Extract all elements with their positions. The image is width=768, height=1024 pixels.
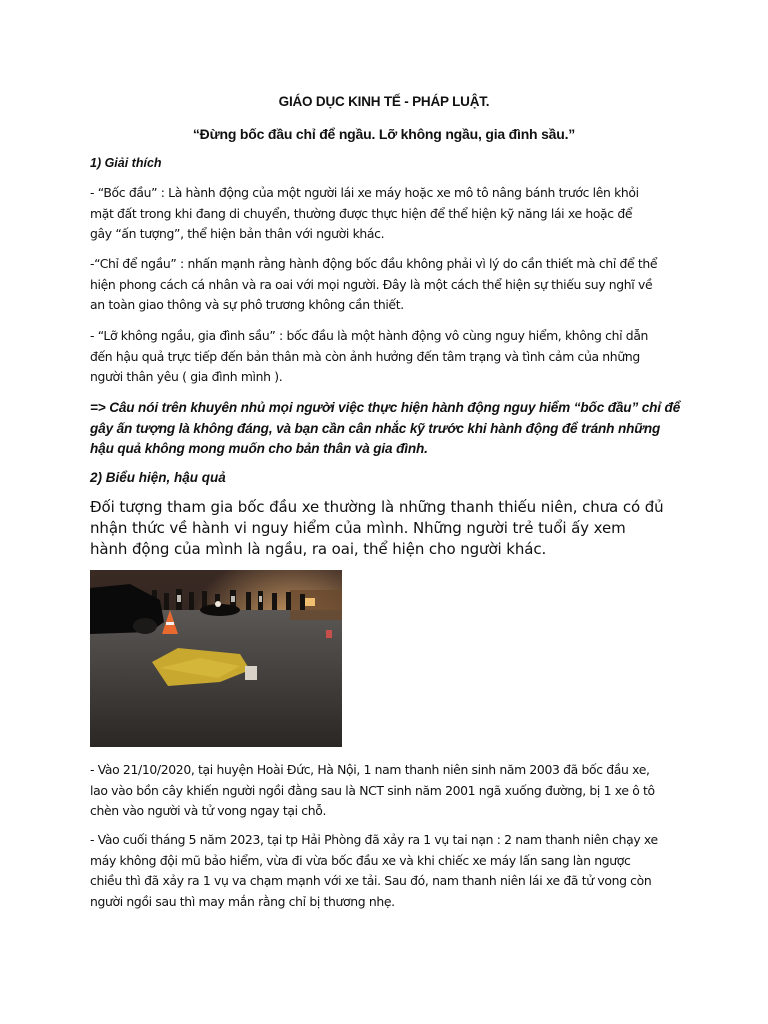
text-line: gây ấn tượng là không đáng, và bạn cần cân nhắc kỹ trước khi hành động để tránh những [90,420,661,436]
text-line: - Vào cuối tháng 5 năm 2023, tại tp Hải Phòng đã xảy ra 1 vụ tai nạn : 2 nam thanh niên chạy xe [90,832,658,847]
text-line: - “Bốc đầu” : Là hành động của một người lái xe máy hoặc xe mô tô nâng bánh trước lên khỏi [90,185,639,200]
text-line: - “Lỡ không ngầu, gia đình sầu” : bốc đầu là một hành động vô cùng nguy hiểm, không chỉ dẫn [90,328,649,343]
text-line: gây “ấn tượng”, thể hiện bản thân với người khác. [90,226,385,241]
text-line: người thân yêu ( gia đình mình ). [90,369,283,384]
intro-paragraph [90,497,690,560]
text-line: lao vào bồn cây khiến người ngồi đằng sau là NCT sinh năm 2001 ngã xuống đường, bị 1 xe ô tô [90,782,655,798]
section-heading-explanation: 1) Giải thích [90,156,162,170]
section-heading-consequences: 2) Biểu hiện, hậu quả [90,470,226,485]
text-line: nhận thức về hành vi nguy hiểm của mình. Những người trẻ tuổi ấy xem [90,519,626,537]
case-paragraph-hai-phong [90,830,690,912]
text-line: người ngồi sau thì may mắn rằng chỉ bị thương nhẹ. [90,893,395,909]
text-line: mặt đất trong khi đang di chuyển, thường được thực hiện để thể hiện kỹ năng lái xe hoặc để [90,205,633,221]
accident-scene-photo [90,570,342,747]
text-line: đến hậu quả trực tiếp đến bản thân mà còn ảnh hưởng đến tâm trạng và tình cảm của những [90,348,640,364]
paragraph-boc-dau [90,183,690,245]
text-line: - Vào 21/10/2020, tại huyện Hoài Đức, Hà Nội, 1 nam thanh niên sinh năm 2003 đã bốc đầu xe, [90,762,650,777]
paragraph-chi-de-ngau [90,254,690,316]
text-line: Đối tượng tham gia bốc đầu xe thường là những thanh thiếu niên, chưa có đủ [90,498,664,516]
paragraph-lo-khong-ngau [90,326,690,388]
text-line: hậu quả không mong muốn cho bản thân và gia đình. [90,441,428,456]
text-line: => Câu nói trên khuyên nhủ mọi người việc thực hiện hành động nguy hiểm “bốc đầu” chỉ để [90,400,681,415]
text-line: chèn vào người và tử vong ngay tại chỗ. [90,803,327,818]
quote-title: “Đừng bốc đầu chỉ để ngầu. Lỡ không ngầu, gia đình sầu.” [192,126,576,142]
text-line: chiều thì đã xảy ra 1 vụ va chạm mạnh với xe tải. Sau đó, nam thanh niên lái xe đã tử vong còn [90,873,652,888]
conclusion-paragraph [90,398,690,460]
text-line: -“Chỉ để ngầu” : nhấn mạnh rằng hành động bốc đầu không phải vì lý do cần thiết mà chỉ để thể [90,256,658,271]
text-line: máy không đội mũ bảo hiểm, vừa đi vừa bốc đầu xe và khi chiếc xe máy lấn sang làn ngược [90,852,631,868]
case-paragraph-hoai-duc [90,760,690,822]
text-line: hiện phong cách cá nhân và ra oai với mọi người. Đây là một cách thể hiện sự thiếu suy nghĩ về [90,276,653,292]
text-line: an toàn giao thông và sự phô trương không cần thiết. [90,297,404,312]
document-title: GIÁO DỤC KINH TẾ - PHÁP LUẬT. [278,94,490,109]
text-line: hành động của mình là ngầu, ra oai, thể hiện cho người khác. [90,540,547,558]
